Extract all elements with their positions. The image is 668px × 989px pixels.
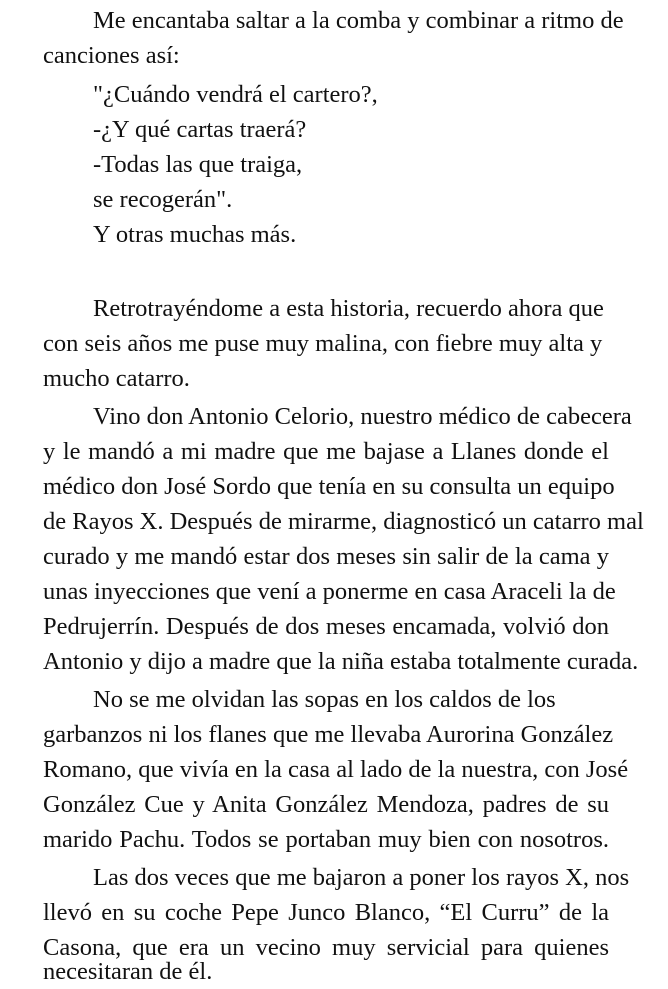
text-line: Retrotrayéndome a esta historia, recuerdo ahora que [93, 295, 604, 322]
text-line: canciones así: [43, 42, 180, 69]
text-line: Antonio y dijo a madre que la niña estaba totalmente curada. [43, 648, 639, 675]
text-line: Las dos veces que me bajaron a poner los rayos X, nos [93, 864, 630, 891]
text-line: marido Pachu. Todos se portaban muy bien con nosotros. [43, 826, 609, 853]
text-line: No se me olvidan las sopas en los caldos de los [93, 686, 556, 713]
text-line: Vino don Antonio Celorio, nuestro médico de cabecera [93, 403, 632, 430]
text-line: Casona, que era un vecino muy servicial para quienes [43, 934, 609, 961]
text-line: con seis años me puse muy malina, con fiebre muy alta y [43, 330, 603, 357]
verse-line: Y otras muchas más. [93, 221, 297, 248]
text-line: de Rayos X. Después de mirarme, diagnosticó un catarro mal [43, 508, 644, 535]
text-line: unas inyecciones que vení a ponerme en casa Araceli la de [43, 578, 616, 605]
text-line: curado y me mandó estar dos meses sin salir de la cama y [43, 543, 609, 570]
text-line: Me encantaba saltar a la comba y combinar a ritmo de [93, 7, 624, 34]
verse-line: -Todas las que traiga, [93, 151, 303, 178]
text-line: y le mandó a mi madre que me bajase a Llanes donde el [43, 438, 609, 465]
text-line: mucho catarro. [43, 365, 190, 392]
text-line: Pedrujerrín. Después de dos meses encamada, volvió don [43, 613, 609, 640]
text-line: necesitaran de él. [43, 958, 213, 985]
text-line: garbanzos ni los flanes que me llevaba Aurorina González [43, 721, 614, 748]
text-line: médico don José Sordo que tenía en su consulta un equipo [43, 473, 615, 500]
text-line: llevó en su coche Pepe Junco Blanco, “El Curru” de la [43, 899, 609, 926]
text-line: González Cue y Anita González Mendoza, padres de su [43, 791, 609, 818]
verse-line: se recogerán". [93, 186, 233, 213]
verse-line: -¿Y qué cartas traerá? [93, 116, 307, 143]
text-line: Romano, que vivía en la casa al lado de la nuestra, con José [43, 756, 629, 783]
verse-line: "¿Cuándo vendrá el cartero?, [93, 81, 378, 108]
